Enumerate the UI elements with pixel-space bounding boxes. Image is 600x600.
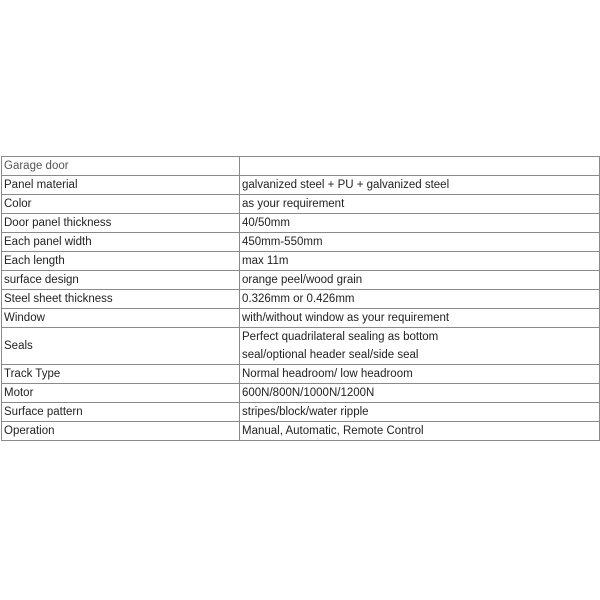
table-row bbox=[2, 328, 600, 365]
row-value: galvanized steel + PU + galvanized steel bbox=[240, 176, 600, 195]
table-row bbox=[2, 252, 600, 271]
row-value: Perfect quadrilateral sealing as bottom seal/optional header seal/side seal bbox=[240, 328, 600, 365]
table-header-row bbox=[2, 157, 600, 176]
table-row bbox=[2, 233, 600, 252]
row-label: Color bbox=[2, 195, 240, 214]
row-label: Surface pattern bbox=[2, 403, 240, 422]
table-row bbox=[2, 214, 600, 233]
row-label: Window bbox=[2, 309, 240, 328]
row-value: Normal headroom/ low headroom bbox=[240, 365, 600, 384]
row-label: Each length bbox=[2, 252, 240, 271]
row-value: 450mm-550mm bbox=[240, 233, 600, 252]
row-value: 0.326mm or 0.426mm bbox=[240, 290, 600, 309]
table-row bbox=[2, 176, 600, 195]
row-label: Panel material bbox=[2, 176, 240, 195]
table-row bbox=[2, 290, 600, 309]
table-row bbox=[2, 309, 600, 328]
row-label: Seals bbox=[2, 328, 240, 365]
row-value: orange peel/wood grain bbox=[240, 271, 600, 290]
row-label: Track Type bbox=[2, 365, 240, 384]
row-value: 40/50mm bbox=[240, 214, 600, 233]
row-value: 600N/800N/1000N/1200N bbox=[240, 384, 600, 403]
row-label: Motor bbox=[2, 384, 240, 403]
table-row bbox=[2, 365, 600, 384]
row-value: with/without window as your requirement bbox=[240, 309, 600, 328]
table-row bbox=[2, 422, 600, 441]
row-value: Manual, Automatic, Remote Control bbox=[240, 422, 600, 441]
row-label: Operation bbox=[2, 422, 240, 441]
row-label: Door panel thickness bbox=[2, 214, 240, 233]
row-value: as your requirement bbox=[240, 195, 600, 214]
table-row bbox=[2, 384, 600, 403]
row-value: stripes/block/water ripple bbox=[240, 403, 600, 422]
spec-table bbox=[1, 156, 600, 441]
header-value-cell bbox=[240, 157, 600, 176]
table-row bbox=[2, 403, 600, 422]
table-row bbox=[2, 271, 600, 290]
table-row bbox=[2, 195, 600, 214]
row-label: Steel sheet thickness bbox=[2, 290, 240, 309]
row-label: surface design bbox=[2, 271, 240, 290]
header-label-cell: Garage door bbox=[2, 157, 240, 176]
row-label: Each panel width bbox=[2, 233, 240, 252]
row-value: max 11m bbox=[240, 252, 600, 271]
